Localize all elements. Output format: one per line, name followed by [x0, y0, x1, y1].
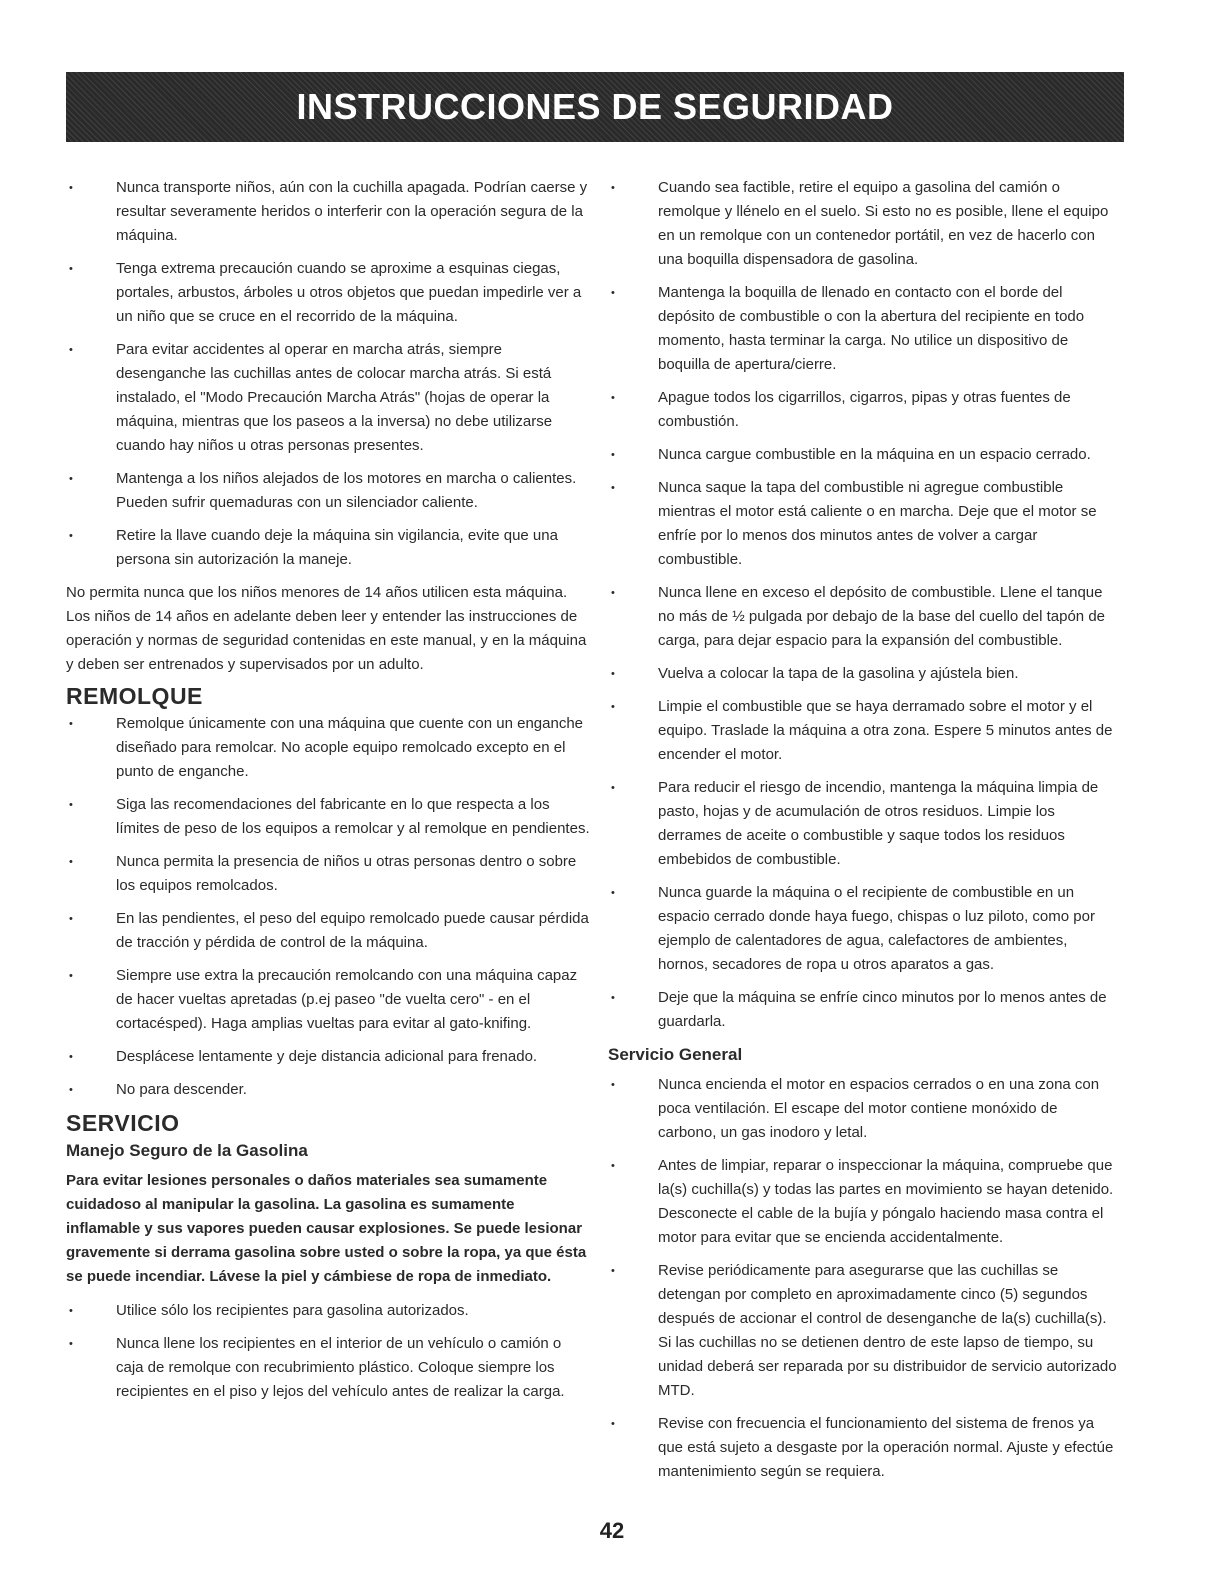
list-item: • Siga las recomendaciones del fabricante en lo que respecta a los límites de peso de los equipos a remolcar y al remolque en pendientes.: [66, 793, 592, 841]
title-banner: [66, 72, 1124, 142]
list-item: • Utilice sólo los recipientes para gasolina autorizados.: [66, 1299, 592, 1323]
list-item: • No para descender.: [66, 1078, 592, 1102]
list-item: • Siempre use extra la precaución remolcando con una máquina capaz de hacer vueltas apretadas (p.ej paseo "de vuelta cero" - en el cortacésped). Haga amplias vueltas para evitar al gato-knifing.: [66, 964, 592, 1036]
list-item: • Mantenga la boquilla de llenado en contacto con el borde del depósito de combustible o con la abertura del recipiente en todo momento, hasta terminar la carga. No utilice un dispositivo de boquilla de apertura/cierre.: [608, 281, 1118, 377]
list-item: • Nunca guarde la máquina o el recipiente de combustible en un espacio cerrado donde haya fuego, chispas o luz piloto, como por ejemplo de calentadores de agua, calefactores de ambientes, hornos, secadores de ropa u otros aparatos a gas.: [608, 881, 1118, 977]
fuel-safety-list: [608, 176, 1118, 1034]
list-item: • Apague todos los cigarrillos, cigarros, pipas y otras fuentes de combustión.: [608, 386, 1118, 434]
page-number: 42: [599, 1518, 625, 1543]
age-paragraph: No permita nunca que los niños menores de 14 años utilicen esta máquina. Los niños de 14 años en adelante deben leer y entender las instrucciones de operación y normas de seguridad contenidas en este manual, y en la máquina y deben ser entrenados y supervisados por un adulto.: [66, 584, 587, 673]
list-item: • Nunca transporte niños, aún con la cuchilla apagada. Podrían caerse y resultar severamente heridos o interferir con la operación segura de la máquina.: [66, 176, 592, 248]
remolque-list: [66, 712, 592, 1102]
list-item: • Revise con frecuencia el funcionamiento del sistema de frenos ya que está sujeto a desgaste por la operación normal. Ajuste y efectúe mantenimiento según se requiera.: [608, 1412, 1118, 1484]
gasolina-subheading: Manejo Seguro de la Gasolina: [66, 1141, 308, 1160]
list-item: • Nunca saque la tapa del combustible ni agregue combustible mientras el motor está caliente o en marcha. Deje que el motor se enfríe por lo menos dos minutos antes de volver a cargar combustible.: [608, 476, 1118, 572]
list-item: • Antes de limpiar, reparar o inspeccionar la máquina, compruebe que la(s) cuchilla(s) y todas las partes en movimiento se hayan detenido. Desconecte el cable de la bujía y póngalo haciendo masa contra el motor para evitar que se encienda accidentalmente.: [608, 1154, 1118, 1250]
list-item: • Vuelva a colocar la tapa de la gasolina y ajústela bien.: [608, 662, 1118, 686]
list-item: • Limpie el combustible que se haya derramado sobre el motor y el equipo. Traslade la máquina a otra zona. Espere 5 minutos antes de encender el motor.: [608, 695, 1118, 767]
list-item: • Para evitar accidentes al operar en marcha atrás, siempre desenganche las cuchillas antes de colocar marcha atrás. Si está instalado, el "Modo Precaución Marcha Atrás" (hojas de operar la máquina, mientras que los paseos a la inversa) no debe utilizarse cuando hay niños u otras personas presentes.: [66, 338, 592, 458]
list-item: • Revise periódicamente para asegurarse que las cuchillas se detengan por completo en aproximadamente cinco (5) segundos después de accionar el control de desenganche de la(s) cuchilla(s). Si las cuchillas no se detienen dentro de este lapso de tiempo, su unidad deberá ser reparada por su distribuidor de servicio autorizado MTD.: [608, 1259, 1118, 1403]
list-item: • En las pendientes, el peso del equipo remolcado puede causar pérdida de tracción y pérdida de control de la máquina.: [66, 907, 592, 955]
list-item: • Nunca permita la presencia de niños u otras personas dentro o sobre los equipos remolcados.: [66, 850, 592, 898]
gasolina-warning: Para evitar lesiones personales o daños materiales sea sumamente cuidadoso al manipular la gasolina. La gasolina es sumamente inflamable y sus vapores pueden causar explosiones. Se puede lesionar gravemente si derrama gasolina sobre usted o sobre la ropa, ya que ésta se puede incendiar. Lávese la piel y cámbiese de ropa de inmediato.: [66, 1172, 587, 1285]
right-column: [608, 176, 1118, 1493]
list-item: • Para reducir el riesgo de incendio, mantenga la máquina limpia de pasto, hojas y de acumulación de otros residuos. Limpie los derrames de aceite o combustible y saque todos los residuos embebidos de combustible.: [608, 776, 1118, 872]
list-item: • Desplácese lentamente y deje distancia adicional para frenado.: [66, 1045, 592, 1069]
list-item: • Mantenga a los niños alejados de los motores en marcha o calientes. Pueden sufrir quemaduras con un silenciador caliente.: [66, 467, 592, 515]
list-item: • Nunca llene los recipientes en el interior de un vehículo o camión o caja de remolque con recubrimiento plástico. Coloque siempre los recipientes en el piso y lejos del vehículo antes de realizar la carga.: [66, 1332, 592, 1404]
servicio-general-subheading: Servicio General: [608, 1045, 743, 1064]
remolque-heading: REMOLQUE: [66, 683, 203, 709]
children-safety-list: [66, 176, 592, 572]
list-item: • Deje que la máquina se enfríe cinco minutos por lo menos antes de guardarla.: [608, 986, 1118, 1034]
list-item: • Nunca cargue combustible en la máquina en un espacio cerrado.: [608, 443, 1118, 467]
list-item: • Nunca encienda el motor en espacios cerrados o en una zona con poca ventilación. El escape del motor contiene monóxido de carbono, un gas inodoro y letal.: [608, 1073, 1118, 1145]
servicio-heading: SERVICIO: [66, 1110, 180, 1136]
list-item: • Nunca llene en exceso el depósito de combustible. Llene el tanque no más de ½ pulgada por debajo de la base del cuello del tapón de carga, para dejar espacio para la expansión del combustible.: [608, 581, 1118, 653]
list-item: • Retire la llave cuando deje la máquina sin vigilancia, evite que una persona sin autorización la maneje.: [66, 524, 592, 572]
page-title: INSTRUCCIONES DE SEGURIDAD: [296, 86, 894, 127]
general-service-list: [608, 1073, 1118, 1484]
list-item: • Remolque únicamente con una máquina que cuente con un enganche diseñado para remolcar. No acople equipo remolcado excepto en el punto de enganche.: [66, 712, 592, 784]
left-column: [66, 176, 592, 1413]
list-item: • Tenga extrema precaución cuando se aproxime a esquinas ciegas, portales, arbustos, árboles u otros objetos que puedan impedirle ver a un niño que se cruce en el recorrido de la máquina.: [66, 257, 592, 329]
gasolina-list: [66, 1299, 592, 1404]
list-item: • Cuando sea factible, retire el equipo a gasolina del camión o remolque y llénelo en el suelo. Si esto no es posible, llene el equipo en un remolque con un contenedor portátil, en vez de hacerlo con una boquilla dispensadora de gasolina.: [608, 176, 1118, 272]
